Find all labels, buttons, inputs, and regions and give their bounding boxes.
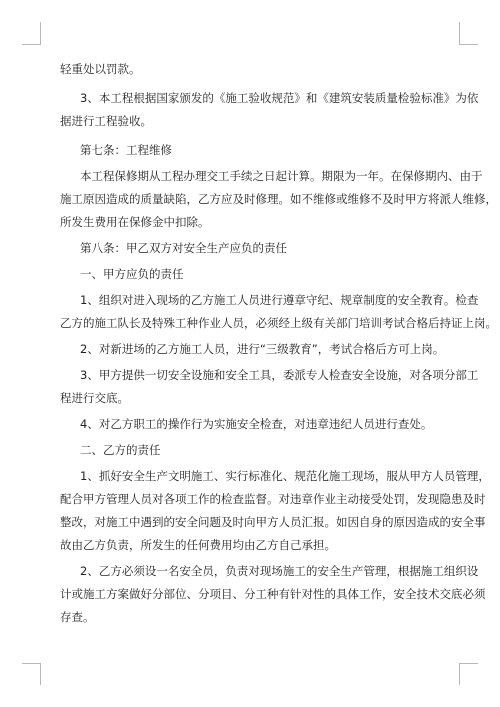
text-line: 施工原因造成的质量缺陷，乙方应及时修理。如不维修或维修不及时甲方将派人维修， — [60, 192, 497, 206]
text-line: 存查。 — [60, 610, 95, 624]
text-line: 1、抓好安全生产文明施工、实行标准化、规范化施工现场，服从甲方人员管理， — [80, 469, 490, 483]
text-line: 整改，对施工中遇到的安全问题及时向甲方人员汇报。如因自身的原因造成的安全事 — [60, 515, 486, 529]
section-heading: 第七条：工程维修 — [80, 143, 172, 157]
subsection-heading: 二、乙方的责任 — [80, 443, 161, 457]
text-line: 据进行工程验收。 — [60, 114, 152, 128]
text-line: 4、对乙方职工的操作行为实施安全检查，对违章违纪人员进行查处。 — [80, 417, 433, 431]
text-line: 所发生费用在保修金中扣除。 — [60, 215, 210, 229]
text-line: 3、本工程根据国家颁发的《施工验收规范》和《建筑安装质量检验标准》为依 — [80, 91, 479, 105]
crop-mark-bottom-left-horizontal — [22, 663, 41, 664]
text-line: 1、组织对进入现场的乙方施工人员进行遵章守纪、规章制度的安全教育。检查 — [80, 293, 479, 307]
text-line: 计或施工方案做好分部位、分项目、分工种有针对性的具体工作，安全技术交底必须 — [60, 587, 486, 601]
crop-mark-top-right-horizontal — [459, 44, 478, 45]
text-line: 乙方的施工队长及特殊工种作业人员，必须经上级有关部门培训考试合格后持证上岗。 — [60, 316, 497, 330]
text-line: 2、对新进场的乙方施工人员，进行“三级教育”，考试合格后方可上岗。 — [80, 342, 445, 356]
text-line: 本工程保修期从工程办理交工手续之日起计算。期限为一年。在保修期内、由于 — [80, 169, 483, 183]
document-body — [60, 61, 497, 626]
subsection-heading: 一、甲方应负的责任 — [80, 267, 184, 281]
crop-mark-bottom-right-vertical — [459, 663, 460, 685]
text-line: 程进行交底。 — [60, 391, 129, 405]
crop-mark-top-left-horizontal — [22, 44, 41, 45]
text-line: 故由乙方负责，所发生的任何费用均由乙方自己承担。 — [60, 538, 336, 552]
crop-mark-top-left-vertical — [40, 22, 41, 44]
text-line: 3、甲方提供一切安全设施和安全工具，委派专人检查安全设施，对各项分部工 — [80, 368, 479, 382]
crop-mark-bottom-left-vertical — [40, 663, 41, 685]
text-line: 配合甲方管理人员对各项工作的检查监督。对违章作业主动接受处罚，发现隐患及时 — [60, 492, 486, 506]
text-line: 2、乙方必须设一名安全员，负责对现场施工的安全生产管理，根据施工组织设 — [80, 564, 479, 578]
crop-mark-bottom-right-horizontal — [459, 663, 478, 664]
crop-mark-top-right-vertical — [459, 22, 460, 44]
section-heading: 第八条：甲乙双方对安全生产应负的责任 — [80, 241, 287, 255]
text-line: 轻重处以罚款。 — [60, 62, 141, 76]
